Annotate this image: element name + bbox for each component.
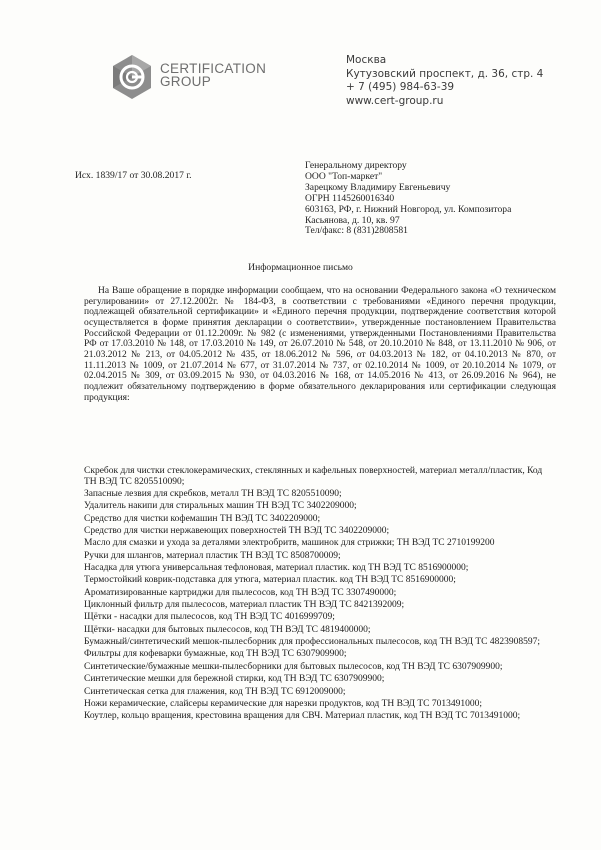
outgoing-number: Исх. 1839/17 от 30.08.2017 г.	[75, 170, 192, 181]
product-item: Масло для смазки и ухода за деталями электробритв, машинок для стрижки; ТН ВЭД ТС 2710199200	[84, 538, 495, 549]
product-item: Синтетическая сетка для глажения, код ТН ВЭД ТС 6912009000;	[84, 686, 346, 697]
product-item: Насадка для утюга универсальная тефлоновая, материал пластик. код ТН ВЭД ТС 8516900000;	[84, 563, 469, 574]
product-list	[84, 466, 556, 724]
product-item: Запасные лезвия для скребков, металл ТН ВЭД ТС 8205510090;	[84, 489, 342, 499]
product-item: Циклонный фильтр для пылесосов, материал пластик ТН ВЭД ТС 8421392009;	[84, 600, 405, 611]
product-item: Бумажный/синтетический мешок-пылесборник для профессиональных пылесосов, код ТН ВЭД ТС 4823908597;	[84, 637, 540, 648]
brand-name	[160, 62, 266, 88]
certification-group-logo-icon	[108, 53, 156, 101]
product-item: Фильтры для кофеварки бумажные, код ТН ВЭД ТС 6307909900;	[84, 649, 347, 660]
product-item: Средство для чистки нержавеющих поверхностей ТН ВЭД ТС 3402209000;	[84, 526, 390, 537]
product-item: Удалитель накипи для стиральных машин ТН ВЭД ТС 3402209000;	[84, 501, 357, 512]
product-item: Средство для чистки кофемашин ТН ВЭД ТС 3402209000;	[84, 513, 321, 524]
office-phone: + 7 (495) 984-63-39	[346, 81, 455, 94]
product-item: Синтетические мешки для бережной стирки, код ТН ВЭД ТС 6307909900;	[84, 674, 385, 685]
product-item: Термостойкий коврик-подставка для утюга, материал пластик. код ТН ВЭД ТС 8516900000;	[84, 575, 456, 586]
addressee-address-line-2: Касьянова, д. 10, кв. 97	[305, 214, 400, 226]
product-item: Ножи керамические, слайсеры керамические для нарезки продуктов, код ТН ВЭД ТС 7013491000;	[84, 698, 482, 709]
city: Москва	[346, 54, 387, 66]
addressee-name: Зарецкому Владимиру Евгеньевичу	[305, 181, 451, 193]
intro-paragraph: На Ваше обращение в порядке информации сообщаем, что на основании Федерального закона «О техническом регулировании» от 27.12.2002г. № 184-ФЗ, в соответствии с требованиями «Единого перечня продукции, подлежащей обязательной сертификации» и «Единого перечня продукции, подтверждение соответствия которой осуществляется в форме принятия декларации о соответствии», утвержденные постановлением Правительства Российской Федерации от 01.12.2009г. № 982 (с изменениями, утвержденными Постановлениями Правительства РФ от 17.03.2010 № 148, от 17.03.2010 № 149, от 26.07.2010 № 548, от 20.10.2010 № 848, от 13.11.2010 № 906, от 21.03.2012 № 213, от 04.05.2012 № 435, от 18.06.2012 № 596, от 04.03.2013 № 182, от 04.10.2013 № 870, от 11.11.2013 № 1009, от 21.07.2014 № 677, от 31.07.2014 № 737, от 02.10.2014 № 1009, от 20.10.2014 № 1079, от 02.04.2015 № 309, от 03.09.2015 № 930, от 04.03.2016 № 168, от 14.05.2016 № 413, от 26.09.2016 № 964), не подлежит обязательному подтверждению в форме обязательного декларирования или сертификации следующая продукция:	[84, 286, 556, 403]
product-item: Ручки для шлангов, материал пластик ТН ВЭД ТС 8508700009;	[84, 550, 341, 561]
product-item: Скребок для чистки стеклокерамических, стеклянных и кафельных поверхностей, материал металл/пластик, Код ТН ВЭД ТС 8205510090;	[84, 466, 543, 487]
product-item: Коутлер, кольцо вращения, крестовина вращения для СВЧ. Материал пластик, код ТН ВЭД ТС 7013491000;	[84, 711, 521, 722]
addressee-block	[305, 161, 575, 237]
addressee-company: ООО "Топ-маркет"	[305, 170, 383, 182]
product-item: Ароматизированные картриджи для пылесосов, код ТН ВЭД ТС 3307490000;	[84, 587, 397, 598]
addressee-position: Генеральному директору	[305, 160, 407, 171]
letter-subject: Информационное письмо	[248, 262, 353, 273]
brand-line-2: GROUP	[160, 74, 212, 89]
letterhead-contacts	[346, 54, 543, 108]
addressee-ogrn: ОГРН 1145260016340	[305, 192, 395, 204]
addressee-phone: Тел/факс: 8 (831)2808581	[305, 225, 408, 237]
letter-body	[84, 286, 556, 403]
website-link[interactable]: www.cert-group.ru	[346, 94, 444, 107]
product-item: Щётки - насадки для пылесосов, код ТН ВЭД ТС 4016999709;	[84, 612, 335, 623]
office-address: Кутузовский проспект, д. 36, стр. 4	[346, 67, 544, 80]
product-item: Щётки- насадки для бытовых пылесосов, код ТН ВЭД ТС 4819400000;	[84, 624, 371, 635]
addressee-address-line-1: 603163, РФ, г. Нижний Новгород, ул. Композитора	[305, 203, 512, 215]
brand-line-1: CERTIFICATION	[160, 61, 267, 76]
product-item: Синтетические/бумажные мешки-пылесборники для бытовых пылесосов, код ТН ВЭД ТС 6307909900;	[84, 661, 503, 672]
